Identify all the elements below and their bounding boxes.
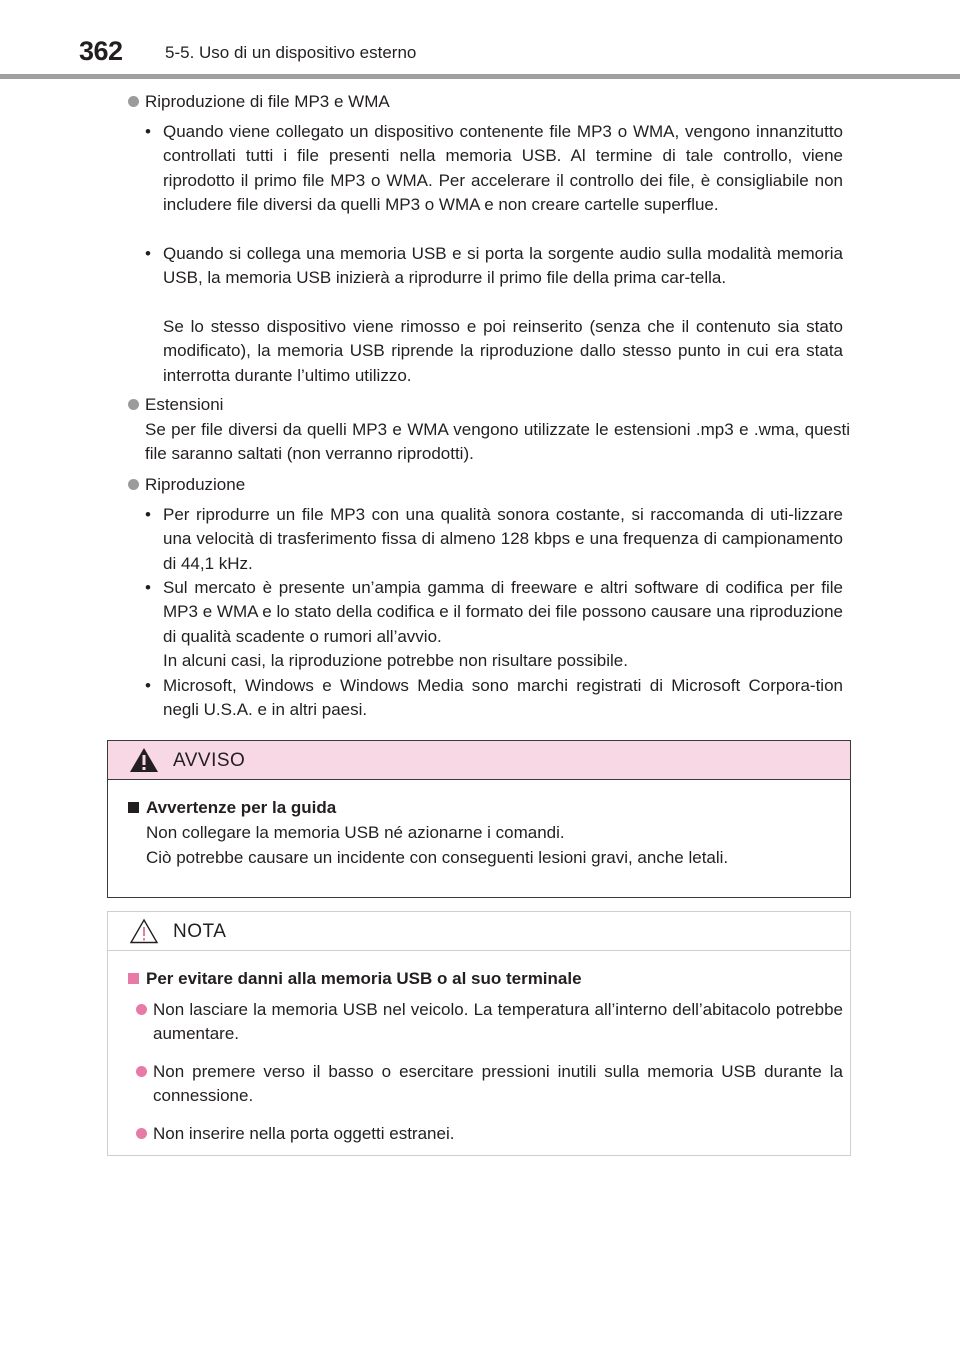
avviso-line: Non collegare la memoria USB né azionarne i comandi. [146,823,565,842]
nota-item: Non lasciare la memoria USB nel veicolo. La temperatura all’interno dell’abitacolo potrebbe aumentare. [153,1000,843,1044]
section-bullet-icon [128,96,139,107]
avviso-subheading: Avvertenze per la guida [146,798,337,817]
page-header [0,0,960,80]
list-item: Per riprodurre un file MP3 con una qualità sonora costante, si raccomanda di uti-lizzare una velocità di trasferimento fissa di almeno 128 kbps e una frequenza di campionamento di 44,1 kHz. [163,505,843,573]
section-bullet-icon [128,399,139,410]
section-bullet-icon [128,479,139,490]
nota-header [108,912,850,951]
list-item: Quando si collega una memoria USB e si porta la sorgente audio sulla modalità memoria USB, la memoria USB inizierà a riprodurre il primo file della prima car-tella. [163,244,843,288]
list-item: Quando viene collegato un dispositivo contenente file MP3 o WMA, vengono innanzitutto controllati tutti i file presenti nella memoria USB. Al termine di tale controllo, viene riprodotto il primo file MP3 o WMA. Per accelerare il controllo dei file, è consigliabile non includere file diversi da quelli MP3 o WMA e non creare cartelle superflue. [163,122,843,215]
nota-item: Non inserire nella porta oggetti estranei. [153,1124,455,1143]
section-title: 5-5. Uso di un dispositivo esterno [165,43,417,62]
bullet-icon [136,1066,147,1077]
section-heading-mp3-wma: Riproduzione di file MP3 e WMA [145,92,390,111]
avviso-box [107,740,851,898]
list-bullet: • [145,244,151,263]
list-bullet: • [145,122,151,141]
header-rule [0,74,960,79]
section-heading-estensioni: Estensioni [145,395,224,414]
page-number: 362 [79,36,123,66]
list-item-continuation: In alcuni casi, la riproduzione potrebbe non risultare possibile. [163,651,628,670]
nota-item: Non premere verso il basso o esercitare pressioni inutili sulla memoria USB durante la connessione. [153,1062,843,1106]
bullet-icon [136,1004,147,1015]
bullet-icon [136,1128,147,1139]
avviso-title: AVVISO [173,750,246,771]
list-bullet: • [145,578,151,597]
warning-icon [129,747,159,773]
caution-outline-icon [129,918,159,944]
list-bullet: • [145,676,151,695]
list-item-continuation: Se lo stesso dispositivo viene rimosso e poi reinserito (senza che il contenuto sia stato modificato), la memoria USB riprende la riproduzione dallo stesso punto in cui era stata interrotta durante l’ultimo utilizzo. [163,317,843,385]
nota-box [107,911,851,1156]
square-bullet-icon [128,802,139,813]
list-item: Sul mercato è presente un’ampia gamma di freeware e altri software di codifica per file MP3 e WMA e lo stato della codifica e il formato dei file possono causare una riproduzione di qualità scadente o rumori all’avvio. [163,578,843,646]
square-bullet-icon [128,973,139,984]
nota-subheading: Per evitare danni alla memoria USB o al suo terminale [146,969,582,988]
list-bullet: • [145,505,151,524]
nota-title: NOTA [173,921,227,942]
paragraph-estensioni: Se per file diversi da quelli MP3 e WMA vengono utilizzate le estensioni .mp3 e .wma, questi file saranno saltati (non verranno riprodotti). [145,420,850,464]
avviso-header [108,741,850,780]
list-item: Microsoft, Windows e Windows Media sono marchi registrati di Microsoft Corpora-tion negli U.S.A. e in altri paesi. [163,676,843,720]
section-heading-riproduzione: Riproduzione [145,475,246,494]
avviso-line: Ciò potrebbe causare un incidente con conseguenti lesioni gravi, anche letali. [146,848,729,867]
